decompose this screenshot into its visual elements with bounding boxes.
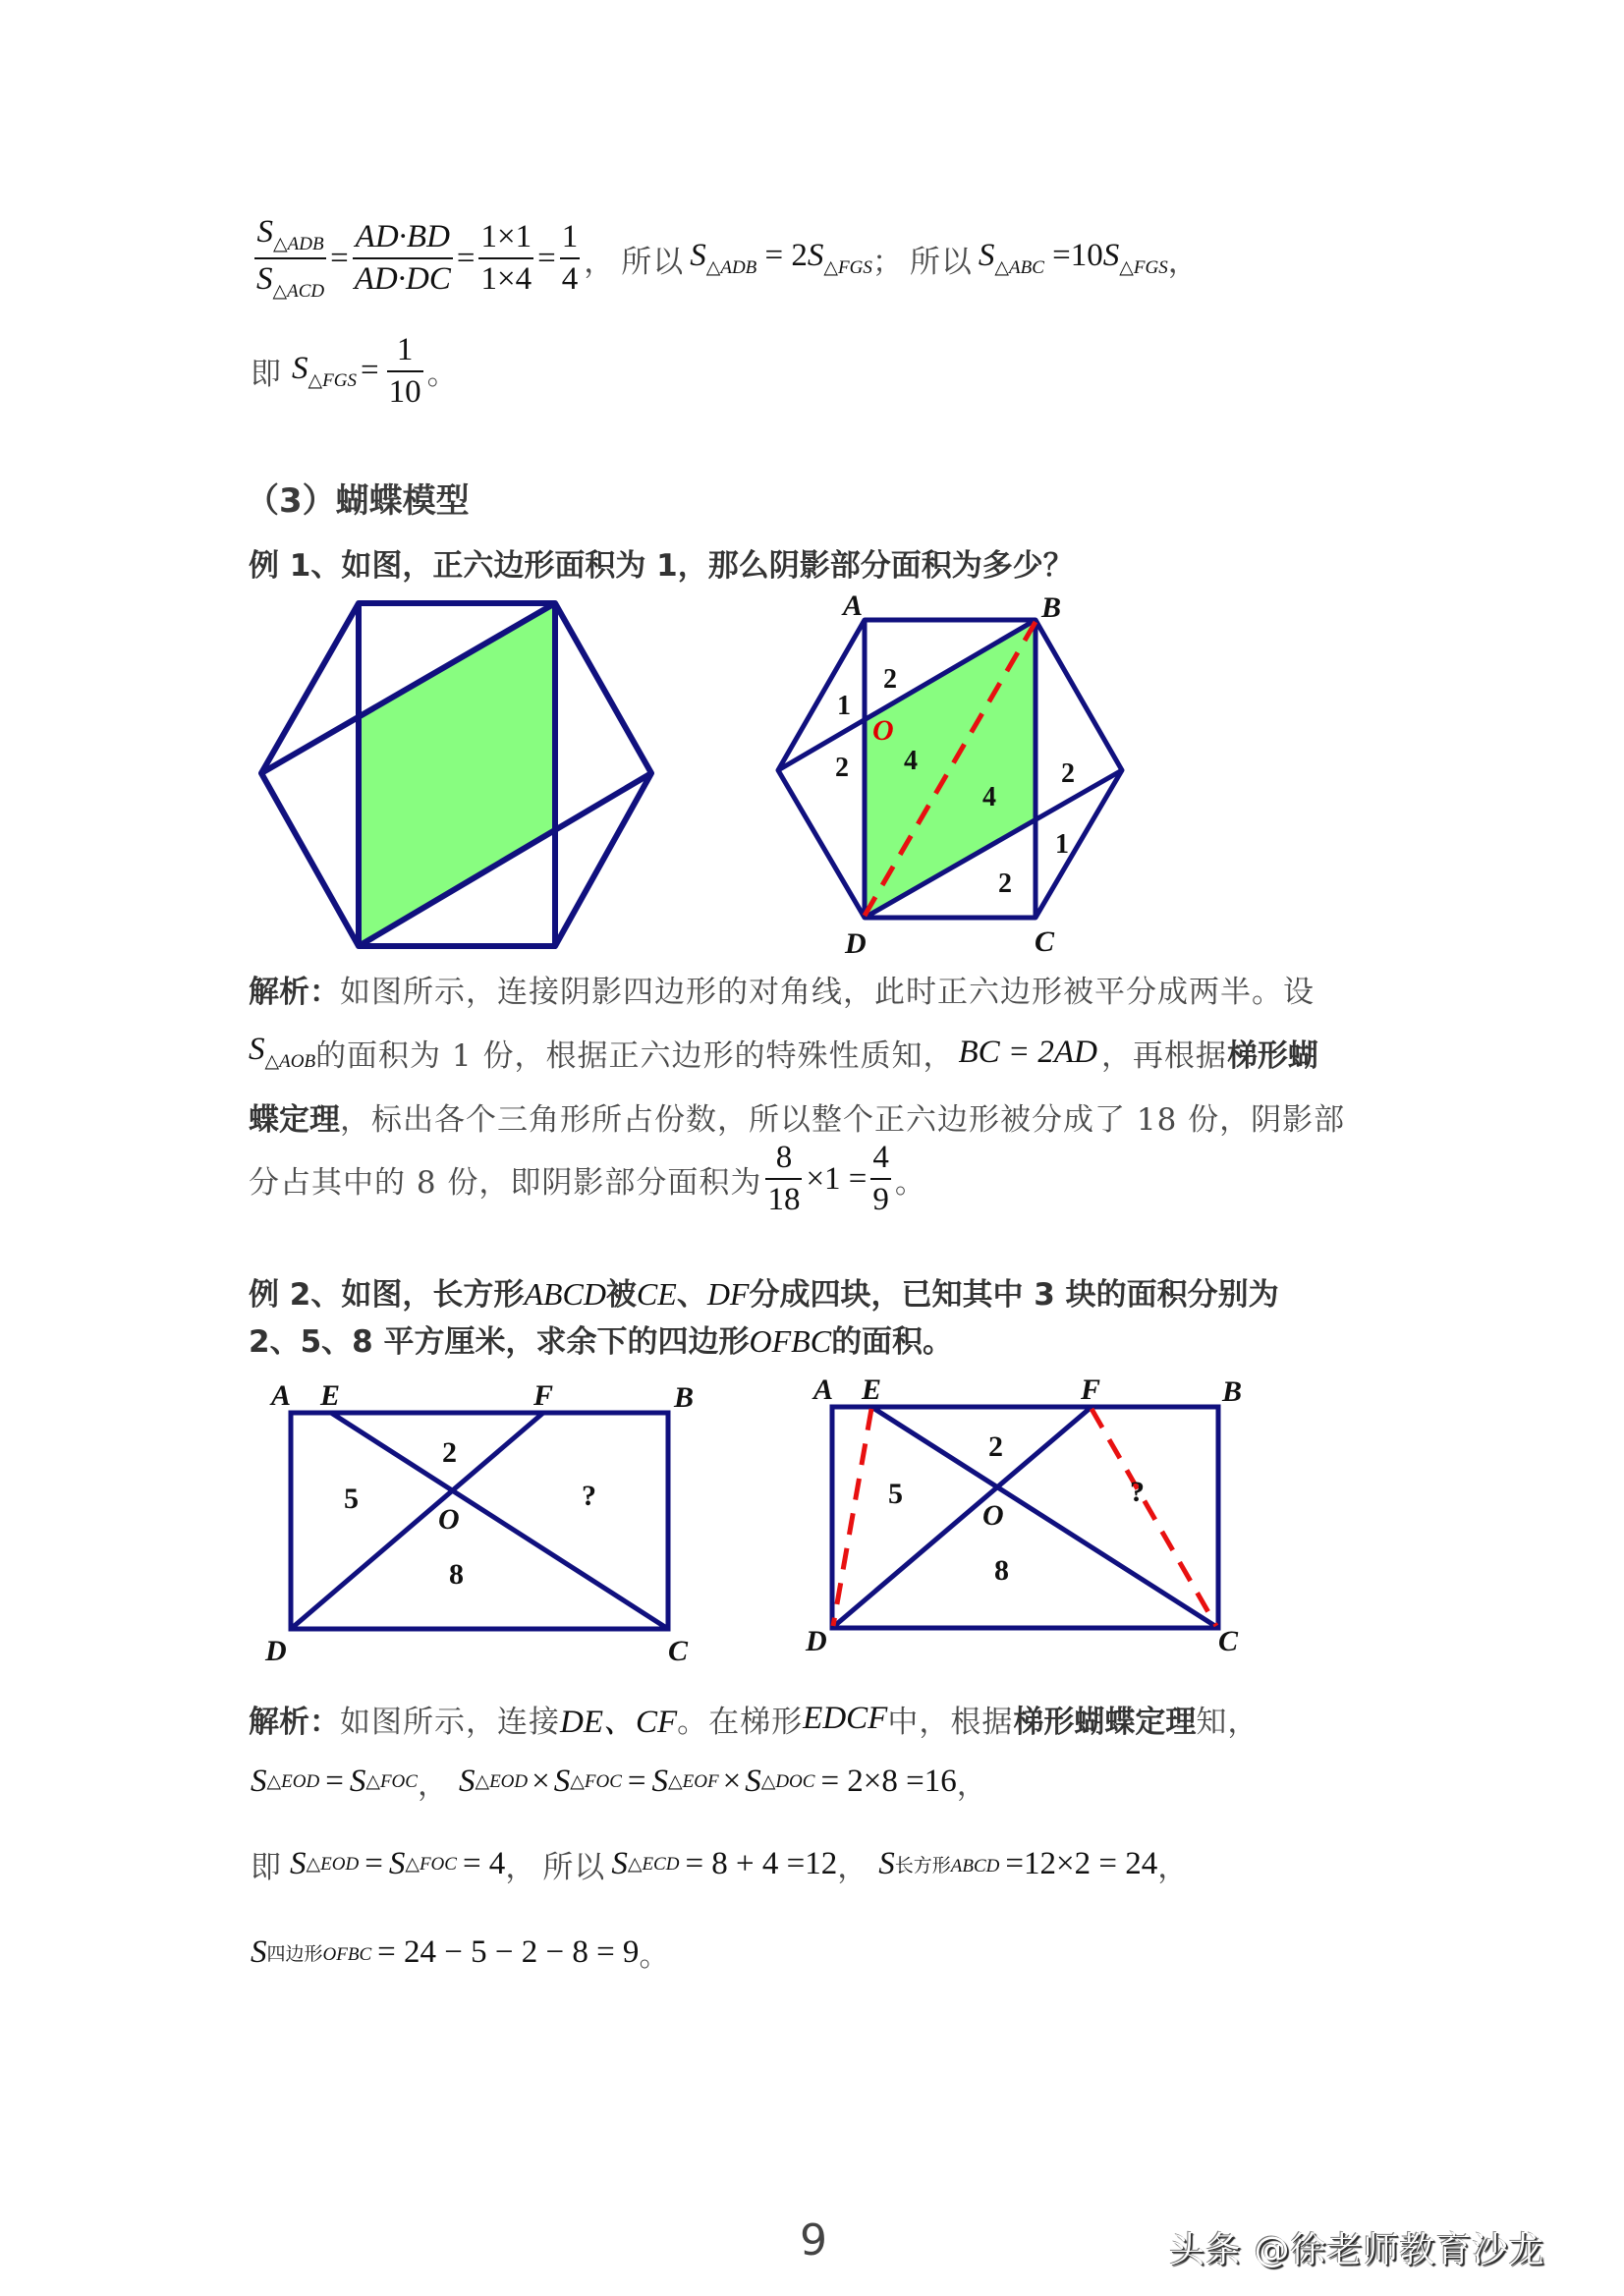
svg-text:?: ? bbox=[1130, 1476, 1145, 1508]
hexagon-figure-annotated bbox=[766, 580, 1159, 973]
solution-label: 解析： bbox=[249, 1704, 340, 1740]
example1-solution-line4: 分占其中的 8 份，即阴影部分面积为 $\frac{8}{18}$ ×1 = $\frac{4}{9}$ 。 bbox=[249, 1140, 926, 1217]
svg-text:B: B bbox=[674, 1381, 695, 1414]
hexagon-figure-plain bbox=[246, 589, 678, 963]
example1-solution-line3: 蝶定理 ，标出各个三角形所占份数，所以整个正六边形被分成了 18 份，阴影部 bbox=[249, 1101, 1346, 1138]
dashed-line-cf bbox=[1092, 1409, 1216, 1626]
example2-solution-line3: 即 S △EOD = S △FOC = 4 ， 所以 S △ECD = 8 + 4 =12 ， S 长方形ABCD =12×2 = 24 ， bbox=[251, 1845, 1190, 1885]
formula-s-adb-eq-2s-fgs: $S_{\triangle ADB} = 2S_{\triangle FGS}$ bbox=[690, 238, 872, 278]
svg-text:2: 2 bbox=[998, 868, 1012, 899]
svg-text:B: B bbox=[1041, 591, 1062, 624]
fraction-ad-bd-over-ad-dc: $\frac{AD\cdot BD}{AD\cdot DC}$ bbox=[354, 219, 451, 297]
example2-question-line2: 2、5、8 平方厘米，求余下的四边形OFBC的面积。 bbox=[249, 1323, 954, 1360]
result-formula: 即 $S_{\triangle FGS}$ = $\frac{1}{10}$ 。 bbox=[251, 331, 459, 410]
svg-text:A: A bbox=[843, 589, 864, 622]
svg-text:F: F bbox=[1081, 1373, 1101, 1406]
svg-text:O: O bbox=[982, 1499, 1004, 1532]
example1-solution-line1: 解析： 如图所示，连接阴影四边形的对角线，此时正六边形被平分成两半。设 bbox=[249, 968, 1315, 1009]
svg-text:4: 4 bbox=[904, 746, 918, 776]
example2-solution-line4: S 四边形OFBC = 24 − 5 − 2 − 8 = 9 。 bbox=[251, 1933, 671, 1974]
svg-text:C: C bbox=[1035, 925, 1055, 958]
svg-text:1: 1 bbox=[1055, 829, 1069, 860]
fraction-one-tenth: $\frac{1}{10}$ bbox=[388, 331, 421, 410]
example1-question: 例 1、如图，正六边形面积为 1，那么阴影部分面积为多少？ bbox=[249, 548, 1074, 584]
page-number: 9 bbox=[800, 2215, 827, 2266]
svg-text:2: 2 bbox=[835, 753, 849, 783]
svg-text:5: 5 bbox=[888, 1478, 903, 1510]
svg-text:C: C bbox=[1218, 1625, 1239, 1657]
svg-text:E: E bbox=[320, 1379, 341, 1412]
watermark: 头条 @徐老师教育沙龙 bbox=[1169, 2230, 1545, 2270]
fraction-s-adb-over-s-acd: $\frac{S_{\triangle ADB}}{S_{\triangle ACD}}$ bbox=[256, 214, 325, 302]
so-text-2: 所以 bbox=[909, 244, 973, 280]
svg-text:F: F bbox=[533, 1379, 554, 1412]
svg-text:4: 4 bbox=[982, 782, 996, 812]
svg-text:D: D bbox=[265, 1635, 287, 1667]
rectangle-figure-plain bbox=[255, 1371, 707, 1685]
svg-text:2: 2 bbox=[442, 1436, 457, 1469]
svg-text:E: E bbox=[862, 1373, 882, 1406]
svg-text:B: B bbox=[1222, 1375, 1243, 1408]
fraction-4-over-9: $\frac{4}{9}$ bbox=[872, 1140, 889, 1217]
svg-text:1: 1 bbox=[837, 691, 851, 721]
rectangle-figure-annotated bbox=[796, 1366, 1267, 1680]
shaded-parallelogram bbox=[359, 603, 555, 946]
svg-text:C: C bbox=[668, 1635, 689, 1667]
svg-text:2: 2 bbox=[988, 1430, 1003, 1463]
fraction-8-over-18: $\frac{8}{18}$ bbox=[767, 1140, 801, 1217]
example2-solution-line1: 解析： 如图所示，连接 DE、CF 。在梯形 EDCF 中，根据 梯形蝴蝶定理 知， bbox=[249, 1697, 1259, 1740]
svg-text:D: D bbox=[845, 927, 867, 960]
fraction-one-quarter: $\frac{1}{4}$ bbox=[561, 219, 579, 297]
svg-text:O: O bbox=[872, 714, 894, 747]
svg-text:8: 8 bbox=[449, 1558, 464, 1591]
svg-text:A: A bbox=[813, 1373, 834, 1406]
formula-s-abc-eq-10s-fgs: $S_{\triangle ABC} =10S_{\triangle FGS}$ bbox=[978, 238, 1168, 278]
section-heading: （3）蝴蝶模型 bbox=[246, 481, 470, 521]
ratio-formula: $\frac{S_{\triangle ADB}}{S_{\triangle ACD}}$ = $\frac{AD\cdot BD}{AD\cdot DC}$ = $\frac{1\times 1}{1\times 4}$ = $\frac{1}{4}$ ， 所以 $S_{\triangle ADB} = 2S_{\triangle FGS}$ ； 所以 $S_{\triangle ABC} =10S_{\triangle FGS}$ ， bbox=[256, 214, 1200, 302]
svg-text:O: O bbox=[438, 1503, 460, 1536]
svg-text:?: ? bbox=[582, 1480, 596, 1512]
example2-solution-line2: S △EOD = S △FOC ， S △EOD × S △FOC = S △EOF × S △DOC = 2×8 =16 ， bbox=[251, 1763, 988, 1803]
svg-text:D: D bbox=[806, 1625, 827, 1657]
solution-label: 解析： bbox=[249, 974, 340, 1010]
svg-text:5: 5 bbox=[344, 1483, 359, 1515]
svg-text:A: A bbox=[271, 1379, 292, 1412]
example2-question-line1: 例 2、如图，长方形ABCD被CE、DF分成四块，已知其中 3 块的面积分别为 bbox=[249, 1276, 1279, 1313]
svg-text:2: 2 bbox=[1061, 758, 1075, 789]
fraction-1x1-over-1x4: $\frac{1\times 1}{1\times 4}$ bbox=[480, 219, 532, 297]
so-text: 所以 bbox=[621, 244, 685, 280]
dashed-line-de bbox=[833, 1409, 871, 1626]
example1-solution-line2: $S_{\triangle AOB}$ 的面积为 1 份，根据正六边形的特殊性质知， BC = 2AD ，再根据 梯形蝴 bbox=[249, 1032, 1318, 1074]
svg-text:8: 8 bbox=[994, 1554, 1009, 1587]
svg-text:2: 2 bbox=[883, 664, 897, 695]
